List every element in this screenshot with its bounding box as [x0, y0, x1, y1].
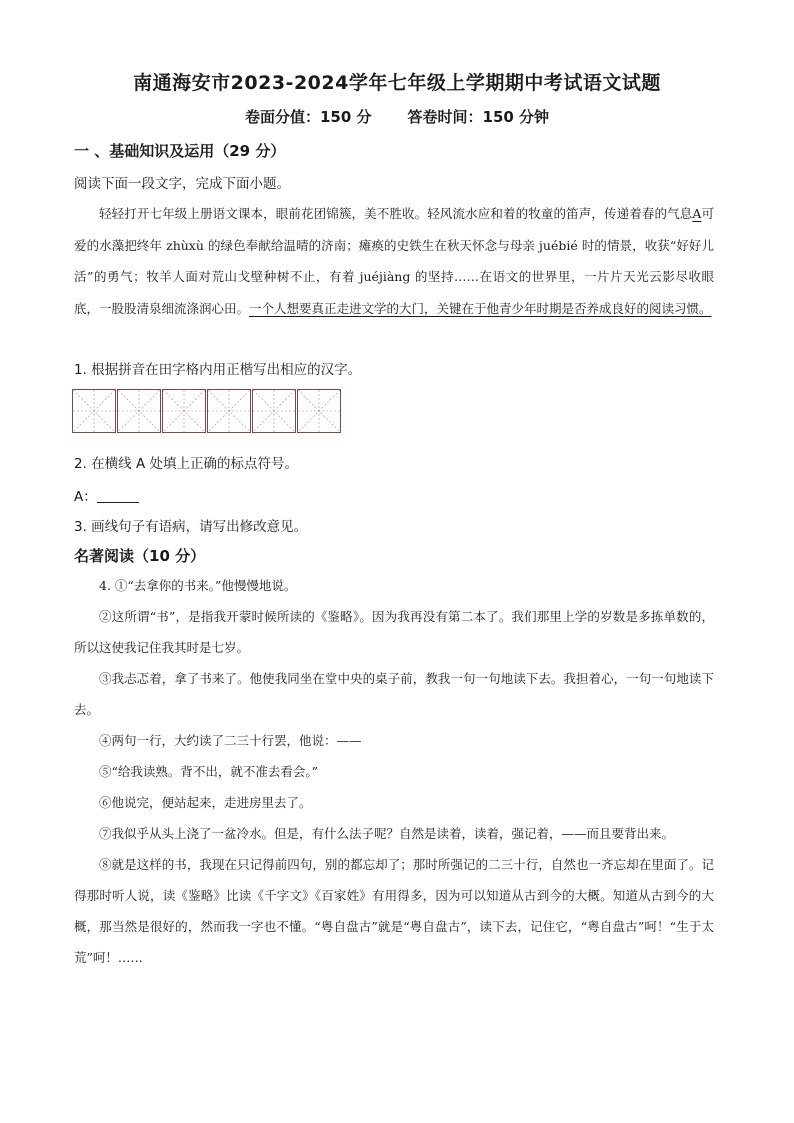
classics-paragraph: ⑦我似乎从头上浇了一盆冷水。但是，有什么法子呢？自然是读着，读着，强记着，——而且要背出来。: [99, 826, 675, 841]
classics-paragraph: ⑧就是这样的书，我现在只记得前四句，别的都忘却了；那时所强记的二三十行，自然也一齐忘却在里面了。记得那时听人说，读《鉴略》比读《千字文》《百家姓》有用得多，因为可以知道从古到今的大概。知道从古到今的大概，那当然是很好的，然而我一字也不懂。“粤自盘古”就是“粤自盘古”，读下去，记住它，“粤自盘古”呵！“生于太荒”呵！……: [74, 857, 714, 965]
passage-text-2: 可爱的水藻把终年 zhùxù 的绿色奉献给温晴的济南；瘫痪的史铁生在秋天怀念与母亲 juébié 时的情景，收获“好好儿活”的勇气；牧羊人面对荒山戈壁种树不止，有着 juéjiàng 的坚持……在语文的世界里，一片片天光云影尽收眼底，一股股清泉细流涤润心田。: [74, 206, 714, 316]
question-3: 3. 画线句子有语病，请写出修改意见。: [74, 519, 308, 535]
classics-paragraph: ②这所谓“书”，是指我开蒙时候所读的《鉴略》。因为我再没有第二本了。我们那里上学的岁数是多拣单数的，所以这使我记住我其时是七岁。: [74, 609, 714, 655]
answer-blank-a[interactable]: [97, 488, 139, 503]
tianzige-cell[interactable]: [297, 389, 341, 433]
answer-label-a: A：: [74, 489, 97, 505]
tianzige-cell[interactable]: [117, 389, 161, 433]
section-heading-basics: 一 、基础知识及运用（29 分）: [74, 142, 286, 160]
tianzige-grid: [72, 389, 342, 433]
tianzige-cell[interactable]: [72, 389, 116, 433]
question-1: 1. 根据拼音在田字格内用正楷写出相应的汉字。: [74, 362, 362, 378]
tianzige-cell[interactable]: [207, 389, 251, 433]
question-2: 2. 在横线 A 处填上正确的标点符号。: [74, 456, 298, 472]
classics-paragraph: ⑥他说完，便站起来，走进房里去了。: [99, 795, 312, 810]
classics-paragraph: 4. ①“去拿你的书来。”他慢慢地说。: [99, 578, 297, 593]
reading-instruction: 阅读下面一段文字，完成下面小题。: [74, 176, 290, 192]
tianzige-cell[interactable]: [252, 389, 296, 433]
score-info: 卷面分值：150 分: [244, 108, 372, 126]
classics-passage: [74, 570, 714, 973]
section-heading-classics: 名著阅读（10 分）: [74, 547, 206, 565]
classics-paragraph: ⑤“给我读熟。背不出，就不准去看会。”: [99, 764, 319, 779]
tianzige-cell[interactable]: [162, 389, 206, 433]
exam-info: [0, 106, 794, 127]
question-2-answer: [74, 485, 139, 505]
classics-paragraph: ④两句一行，大约读了二三十行罢，他说：——: [99, 733, 362, 748]
time-info: 答卷时间：150 分钟: [407, 108, 550, 126]
underlined-sentence: 一个人想要真正走进文学的大门，关键在于他青少年时期是否养成良好的阅读习惯。: [249, 300, 712, 316]
passage-text-1: 轻轻打开七年级上册语文课本，眼前花团锦簇，美不胜收。轻风流水应和着的牧童的笛声，传递着春的气息: [99, 206, 693, 221]
page-title: 南通海安市2023-2024学年七年级上学期期中考试语文试题: [133, 72, 661, 94]
classics-paragraph: ③我忐忑着，拿了书来了。他使我同坐在堂中央的桌子前，教我一句一句地读下去。我担着心，一句一句地读下去。: [74, 671, 714, 717]
passage-paragraph: [74, 198, 714, 324]
blank-marker-a: A: [692, 206, 702, 221]
